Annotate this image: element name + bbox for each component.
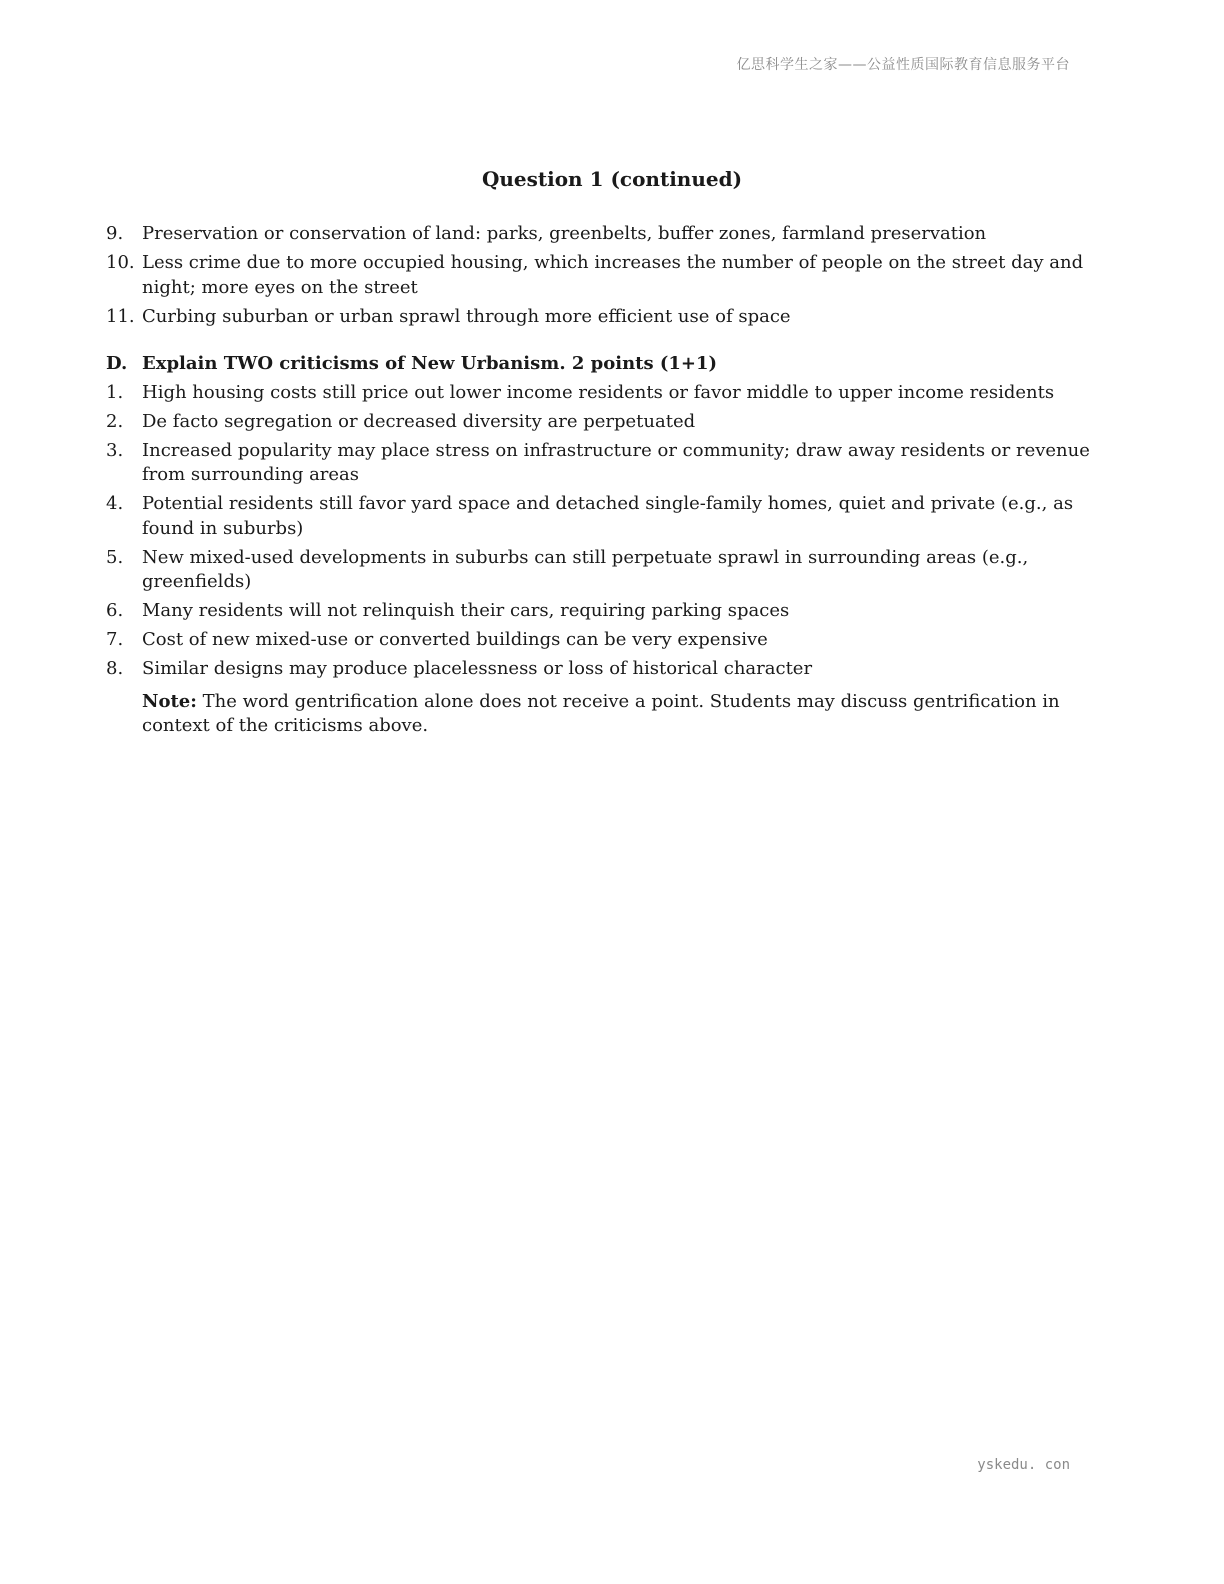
list-item-number: 2.	[106, 410, 124, 432]
document-body	[106, 222, 1116, 757]
list-item	[106, 657, 1116, 682]
list-item	[106, 599, 1116, 624]
list-item	[106, 628, 1116, 653]
list-item-text: De facto segregation or decreased diversity are perpetuated	[142, 410, 696, 432]
list-item	[106, 439, 1116, 488]
list-item-text: Curbing suburban or urban sprawl through more efficient use of space	[142, 305, 791, 327]
list-item	[106, 546, 1116, 595]
note-label: Note:	[142, 690, 197, 712]
list-item-text: Similar designs may produce placelessness or loss of historical character	[142, 658, 813, 679]
list-item-number: 9.	[106, 223, 124, 244]
list-item-text: Cost of new mixed-use or converted buildings can be very expensive	[142, 629, 768, 650]
list-item-number: 6.	[106, 600, 124, 621]
list-item-text: New mixed-used developments in suburbs can still perpetuate sprawl in surrounding areas (e.g., greenfields)	[142, 546, 1029, 592]
list-item-number: 8.	[106, 658, 124, 679]
list-item-number: 10.	[106, 252, 135, 273]
section-d-heading	[106, 352, 1116, 377]
list-item	[106, 222, 1116, 247]
list-item-number: 4.	[106, 493, 124, 514]
list-item-text: High housing costs still price out lower income residents or favor middle to upper income residents	[142, 381, 1055, 403]
criticisms-list	[106, 381, 1116, 682]
continued-answer-list	[106, 222, 1116, 329]
list-item	[106, 492, 1116, 541]
list-item-text: Increased popularity may place stress on infrastructure or community; draw away residents or revenue from surrounding areas	[142, 439, 1090, 485]
list-item-number: 3.	[106, 439, 124, 461]
list-item-text: Preservation or conservation of land: parks, greenbelts, buffer zones, farmland preservation	[142, 223, 987, 244]
page-title: Question 1 (continued)	[481, 167, 743, 191]
footer-site: yskedu. con	[977, 1457, 1070, 1473]
list-item-text: Potential residents still favor yard space and detached single-family homes, quiet and private (e.g., as found in suburbs)	[142, 493, 1074, 539]
header-site-note: 亿思科学生之家——公益性质国际教育信息服务平台	[736, 57, 1070, 73]
list-item	[106, 410, 1116, 435]
list-item	[106, 381, 1116, 406]
list-item	[106, 251, 1116, 300]
list-item-number: 5.	[106, 546, 124, 568]
list-item-text: Many residents will not relinquish their cars, requiring parking spaces	[142, 600, 790, 621]
scoring-note	[106, 690, 1116, 739]
list-item-number: 1.	[106, 381, 124, 403]
section-letter: D.	[106, 353, 128, 374]
section-heading-text: Explain TWO criticisms of New Urbanism. 2 points (1+1)	[142, 353, 718, 374]
list-item	[106, 305, 1116, 330]
list-item-number: 11.	[106, 305, 135, 327]
note-text: The word gentrification alone does not receive a point. Students may discuss gentrification in context of the criticisms above.	[142, 690, 1060, 736]
list-item-text: Less crime due to more occupied housing, which increases the number of people on the street day and night; more eyes on the street	[142, 252, 1084, 298]
list-item-number: 7.	[106, 629, 124, 650]
